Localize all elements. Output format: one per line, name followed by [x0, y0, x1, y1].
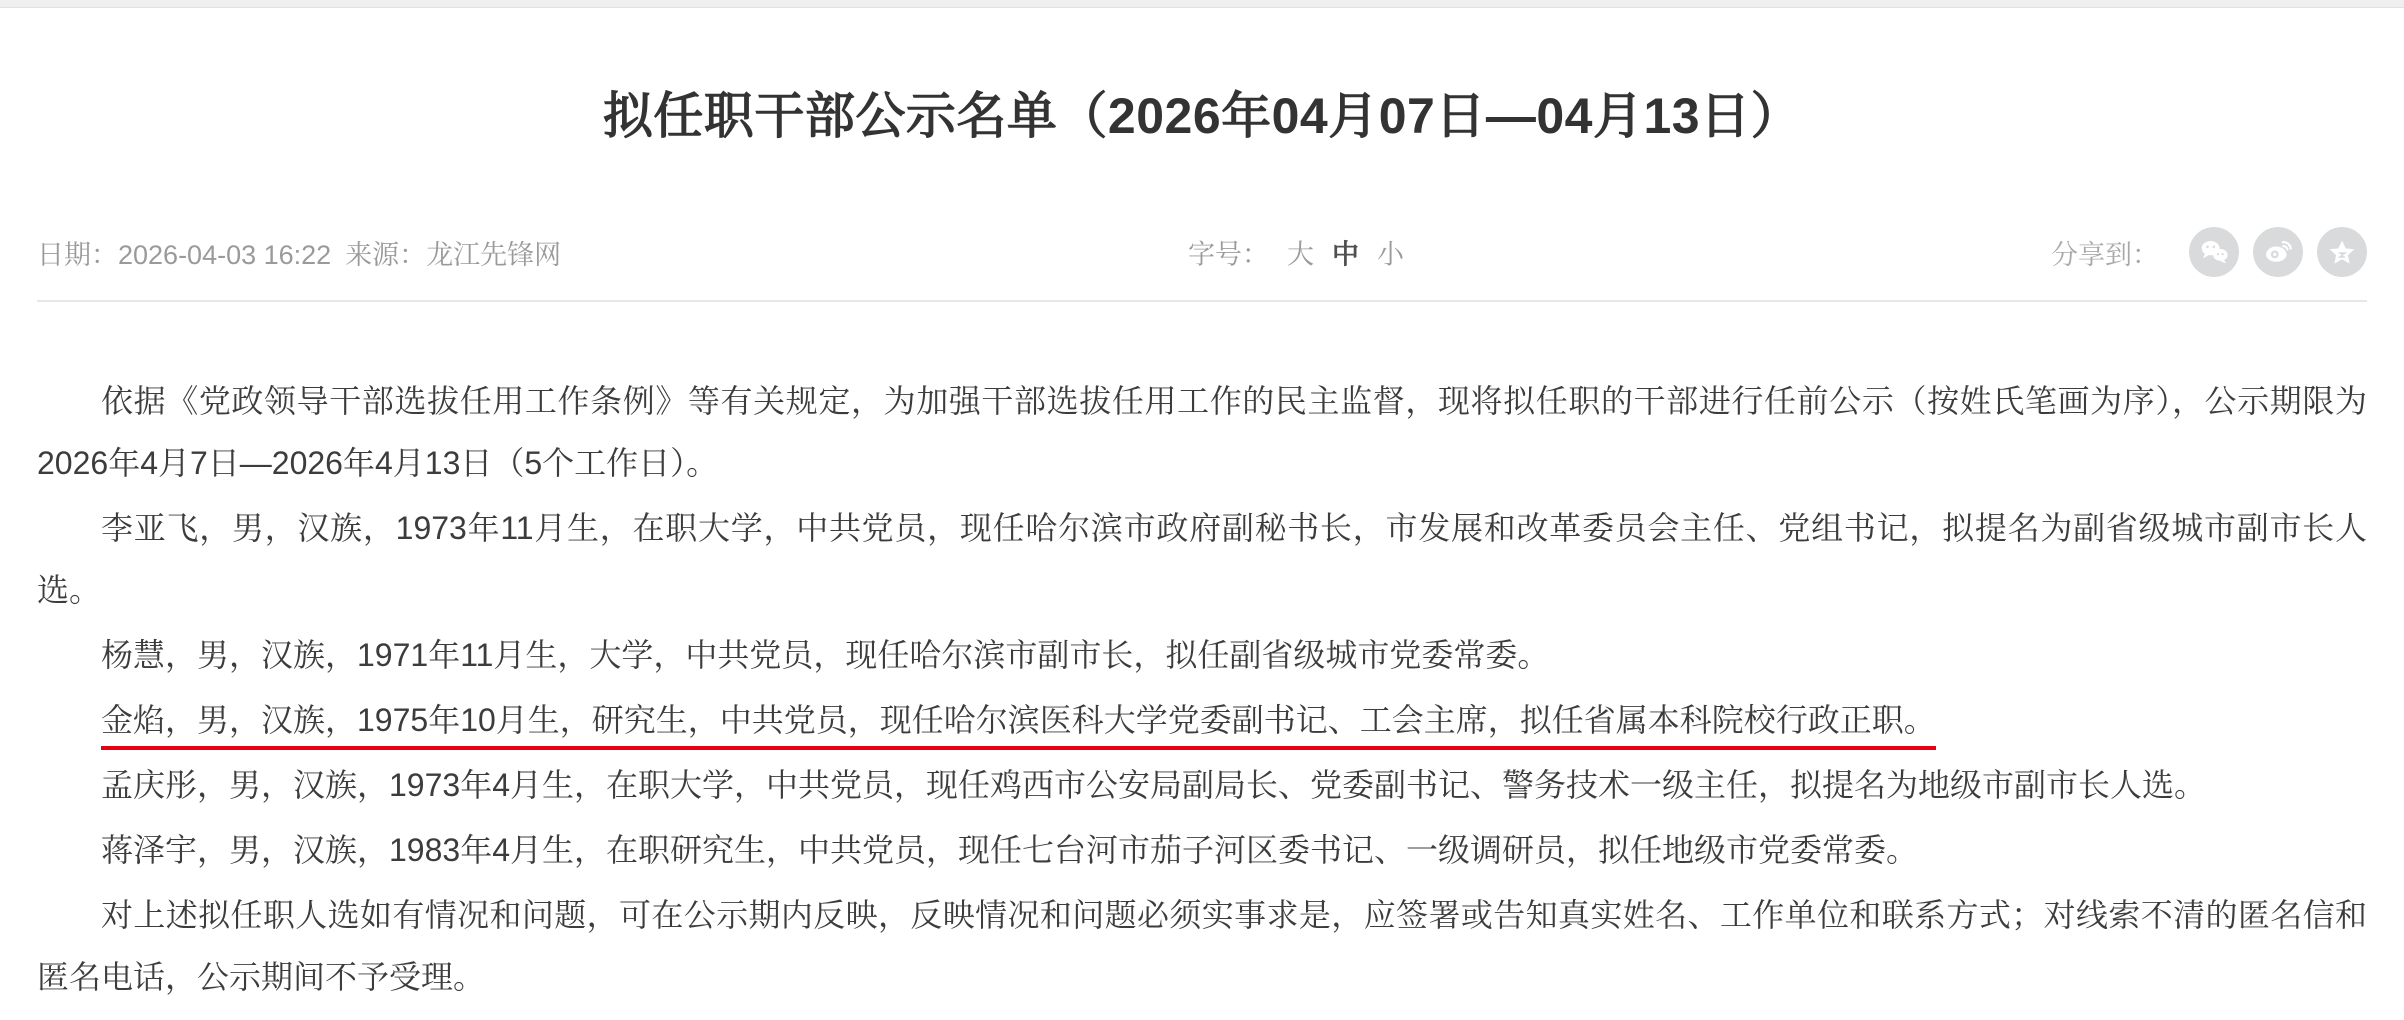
source-value: 龙江先锋网: [426, 239, 562, 270]
meta-bar: [37, 226, 2367, 278]
share-label: 分享到：: [2051, 239, 2159, 270]
paragraph: [37, 497, 2367, 621]
qzone-icon: [2325, 235, 2359, 269]
fontsize-medium-button[interactable]: 中: [1332, 239, 1359, 270]
fontsize-switcher: [1188, 233, 1404, 272]
top-bar: [0, 0, 2404, 8]
divider: [37, 300, 2367, 302]
paragraph-text: 对上述拟任职人选如有情况和问题，可在公示期内反映，反映情况和问题必须实事求是，应签署或告知真实姓名、工作单位和联系方式；对线索不清的匿名信和匿名电话，公示期间不予受理。: [37, 897, 2367, 995]
date-value: 2026-04-03 16:22: [118, 239, 332, 270]
wechat-share-button[interactable]: [2189, 227, 2239, 277]
paragraph-text-highlighted: 金焰，男，汉族，1975年10月生，研究生，中共党员，现任哈尔滨医科大学党委副书记、工会主席，拟任省属本科院校行政正职。: [101, 702, 1936, 750]
wechat-icon: [2197, 235, 2231, 269]
paragraph-text: 依据《党政领导干部选拔任用工作条例》等有关规定，为加强干部选拔任用工作的民主监督，现将拟任职的干部进行任前公示（按姓氏笔画为序），公示期限为2026年4月7日—2026年4月13日（5个工作日）。: [37, 383, 2367, 481]
paragraph-text: 李亚飞，男，汉族，1973年11月生，在职大学，中共党员，现任哈尔滨市政府副秘书长，市发展和改革委员会主任、党组书记，拟提名为副省级城市副市长人选。: [37, 510, 2367, 608]
fontsize-small-button[interactable]: 小: [1377, 239, 1404, 270]
weibo-share-button[interactable]: [2253, 227, 2303, 277]
meta-date-source: [37, 233, 561, 272]
share-bar: [2051, 227, 2367, 277]
fontsize-label: 字号：: [1188, 239, 1269, 270]
date-label: 日期：: [37, 239, 118, 270]
weibo-icon: [2261, 235, 2295, 269]
paragraph-text: 杨慧，男，汉族，1971年11月生，大学，中共党员，现任哈尔滨市副市长，拟任副省级城市党委常委。: [101, 637, 1550, 673]
paragraph: [37, 819, 2367, 881]
fontsize-large-button[interactable]: 大: [1287, 239, 1314, 270]
source-label: 来源：: [345, 239, 427, 270]
paragraph-text: 孟庆彤，男，汉族，1973年4月生，在职大学，中共党员，现任鸡西市公安局副局长、党委副书记、警务技术一级主任，拟提名为地级市副市长人选。: [101, 767, 2206, 803]
article-page: [0, 88, 2404, 1008]
paragraph: [37, 754, 2367, 816]
qzone-share-button[interactable]: [2317, 227, 2367, 277]
paragraph: [37, 370, 2367, 494]
page-title: 拟任职干部公示名单（2026年04月07日—04月13日）: [602, 88, 1802, 144]
paragraph: [37, 689, 2367, 751]
paragraph: [37, 884, 2367, 1008]
paragraph-text: 蒋泽宇，男，汉族，1983年4月生，在职研究生，中共党员，现任七台河市茄子河区委书记、一级调研员，拟任地级市党委常委。: [101, 832, 1918, 868]
article-body: [37, 370, 2367, 1008]
paragraph: [37, 624, 2367, 686]
